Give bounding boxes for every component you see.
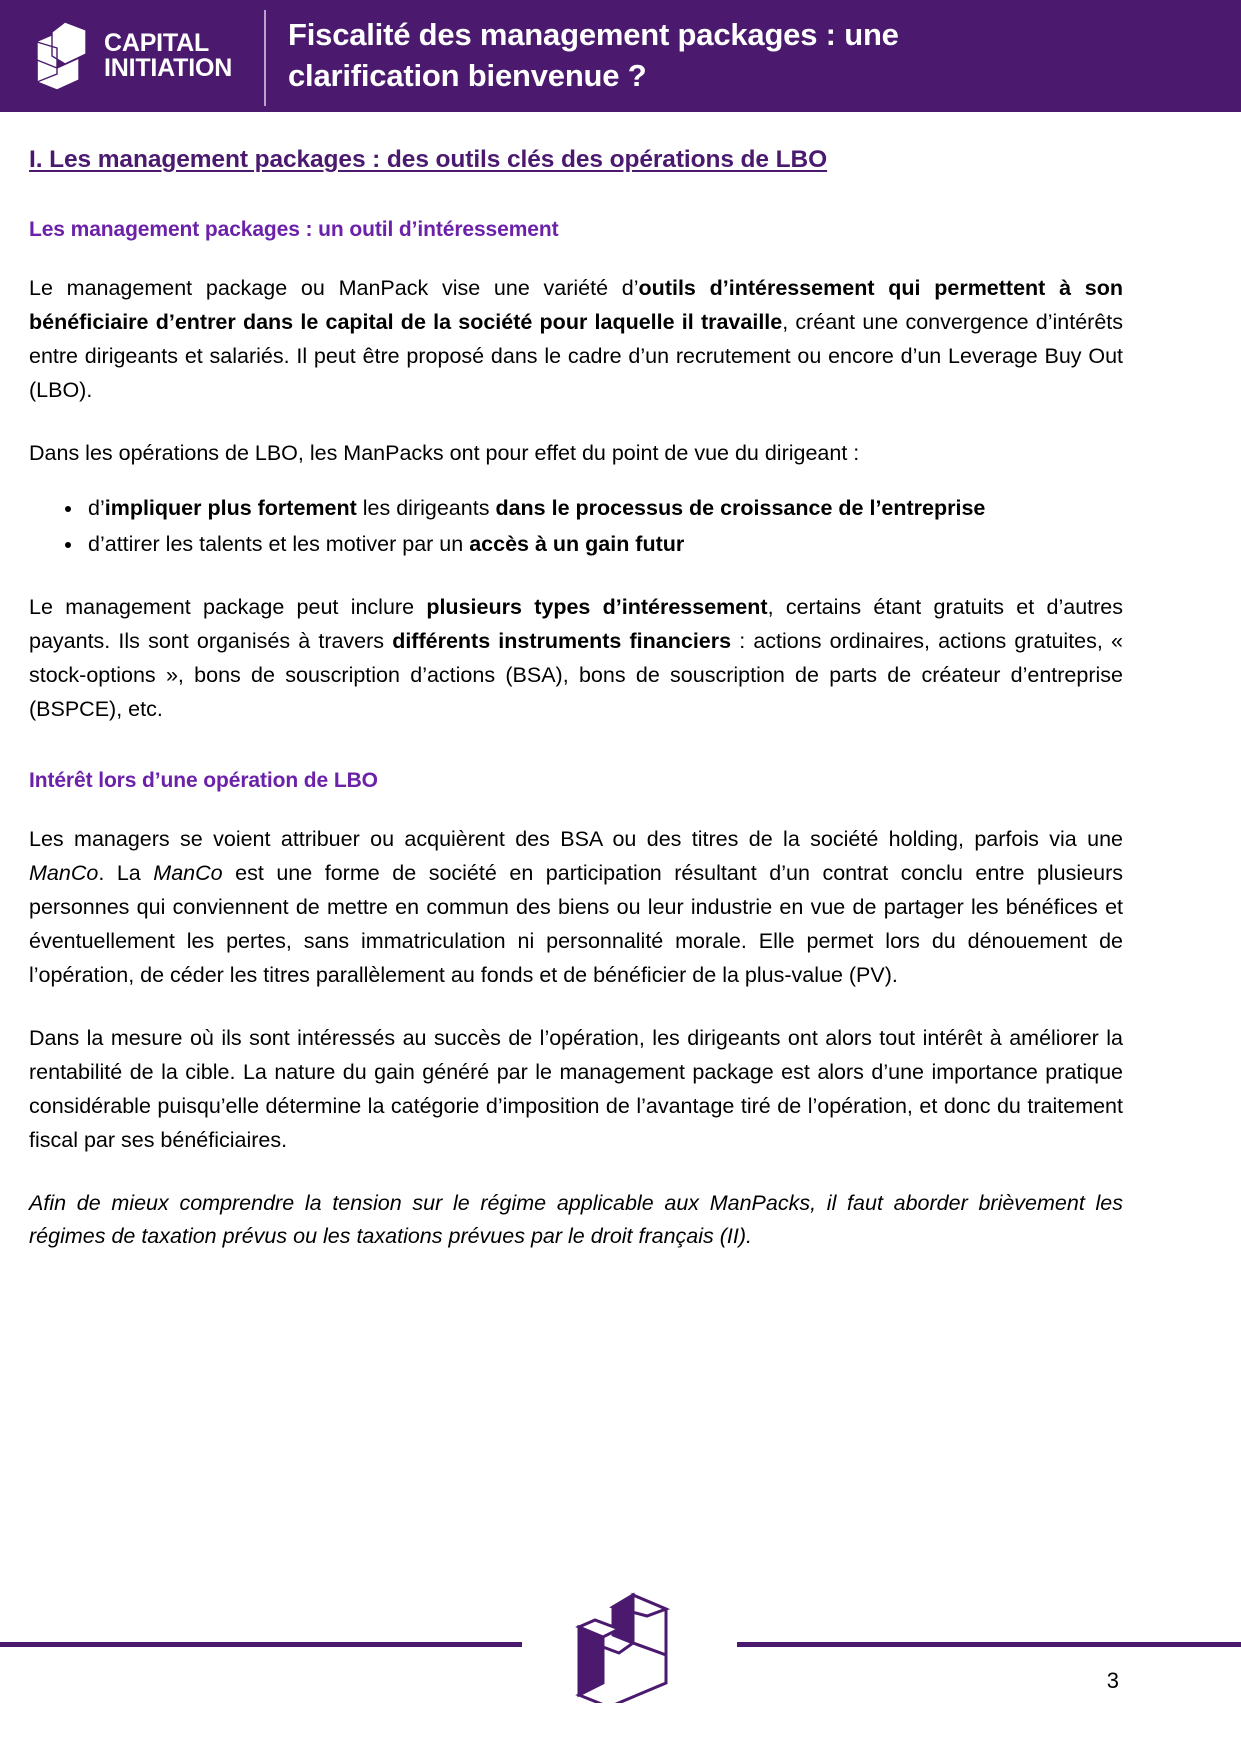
b1-bold-2: dans le processus de croissance de l’entreprise [495,495,986,520]
paragraph-effets-lbo: Dans les opérations de LBO, les ManPacks ont pour effet du point de vue du dirigeant : [29,440,860,465]
page-footer [0,1555,1241,1755]
p3-text-2: , certains étant gratuits et d’autres payants. Ils sont organisés à travers [29,594,1124,653]
b1-text-2: les dirigeants [356,495,496,520]
footer-rule-left [0,1642,522,1647]
page-header [0,0,1241,112]
list-item [88,492,1123,526]
p1-text-2: , créant une convergence d’intérêts entre dirigeants et salariés. Il peut être proposé dans le cadre d’un recrutement ou encore d’un Leverage Buy Out (LBO). [29,309,1123,402]
b1-bold-1: impliquer plus fortement [104,495,357,520]
brand-line-1: CAPITAL [104,28,210,57]
page-title: Fiscalité des management packages : une clarification bienvenue ? [288,17,899,93]
paragraph-transition-ii: Afin de mieux comprendre la tension sur le régime applicable aux ManPacks, il faut aborder brièvement les régimes de taxation prévus ou les taxations prévues par le droit français (II). [29,1190,1123,1249]
b2-bold-1: accès à un gain futur [469,531,685,556]
brand-block [0,0,264,112]
b1-text-1: d’ [88,495,105,520]
p1-bold-1: outils d’intéressement qui permettent à son bénéficiaire d’entrer dans le capital de la société pour laquelle il travaille [29,275,1123,334]
p4-text-1: Les managers se voient attribuer ou acquièrent des BSA ou des titres de la société holding, parfois via une [29,826,1123,851]
paragraph-rentabilite: Dans la mesure où ils sont intéressés au succès de l’opération, les dirigeants ont alors tout intérêt à améliorer la rentabilité de la cible. La nature du gain généré par le management package est alors d’une importance pratique considérable puisqu’elle détermine la catégorie d’imposition de l’avantage tiré de l’opération, et donc du traitement fiscal par ses bénéficiaires. [29,1025,1123,1152]
subheading-interet-lbo: Intérêt lors d’une opération de LBO [29,768,378,792]
brand-line-2: INITIATION [104,54,233,82]
capital-initiation-cube-logo-icon [561,1591,683,1703]
subheading-outil-interessement: Les management packages : un outil d’intéressement [29,217,559,241]
b2-text-1: d’attirer les talents et les motiver par un [88,531,470,556]
p3-bold-2: différents instruments financiers [392,628,732,653]
document-content [0,112,1241,1254]
brand-wordmark [104,28,233,82]
footer-rule-right [737,1642,1241,1647]
capital-initiation-cube-logo-icon [28,20,94,92]
section-heading-i: I. Les management packages : des outils clés des opérations de LBO [29,146,828,173]
p3-text-1: Le management package peut inclure [29,594,427,619]
p4-italic-2: ManCo [153,860,223,885]
paragraph-types-interessement [29,591,1123,727]
bullet-list-effets [29,492,1123,562]
p1-text-1: Le management package ou ManPack vise une variété d’ [29,275,639,300]
p4-italic-1: ManCo [29,860,99,885]
header-title-block [266,0,1241,112]
paragraph-definition-manpack [29,272,1123,408]
paragraph-manco [29,823,1123,993]
p4-text-2: . La [98,860,154,885]
page-number: 3 [1106,1668,1119,1693]
p3-bold-1: plusieurs types d’intéressement [426,594,768,619]
p4-text-3: est une forme de société en participation résultant d’un contrat conclu entre plusieurs personnes qui conviennent de mettre en commun des biens ou leur industrie en vue de partager les bénéfices et éventuellement les pertes, sans immatriculation ni personnalité morale. Elle permet lors du dénouement de l’opération, de céder les titres parallèlement au fonds et de bénéficier de la plus-value (PV). [29,860,1123,987]
p3-text-3: : actions ordinaires, actions gratuites, « stock-options », bons de souscription d’actions (BSA), bons de souscription de parts de créateur d’entreprise (BSPCE), etc. [29,628,1123,721]
list-item [88,528,1123,562]
